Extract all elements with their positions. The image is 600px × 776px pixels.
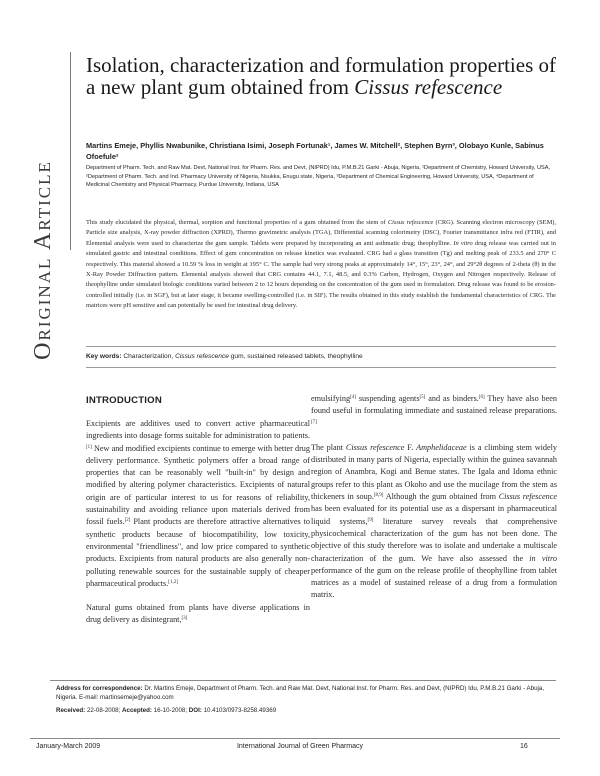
- accepted-label: Accepted:: [122, 707, 152, 714]
- received-label: Received:: [56, 707, 86, 714]
- affiliations: Department of Pharm. Tech. and Raw Mat. Devt, National Inst. for Pharm. Res. and Devt, (NIPRD) Idu, P.M.B.21 Garki - Abuja, Nigeria, ¹Department of Chemistry, Howard University, USA, ²Department of Pharm. Tech. and Ind. Pharmacy University of Nigeria, Nsukka, Enugu state, Nigeria, ³Department of Chemical Engineering, Howard University, USA, ⁴Department of Medicinal Chemistry and Physical Pharmacy, Purdue University, Indiana, USA: [86, 165, 551, 189]
- species-name: Cissus refescence: [345, 442, 405, 452]
- para-text: Plant products are therefore attractive alternatives to synthetic products because of biocompatibility, low toxicity, environmental "friendliness", and low price compared to synthetic products. Excipients from natural products are also generally non-polluting renewable sources for the sustainable supply of cheaper pharmaceutical products.: [86, 517, 310, 588]
- side-divider: [70, 52, 71, 250]
- section-heading-introduction: INTRODUCTION: [86, 395, 162, 406]
- keywords-text: Characterization,: [121, 353, 176, 360]
- footer-issue: January-March 2009: [36, 743, 101, 750]
- citation-link[interactable]: [1,2]: [168, 579, 178, 585]
- para-text: emulsifying: [311, 394, 351, 403]
- keywords-box: [86, 346, 556, 368]
- abstract-species: Cissus refescence: [387, 219, 434, 226]
- right-column: [311, 393, 557, 614]
- citation-link[interactable]: [9]: [367, 517, 374, 523]
- keywords: [86, 352, 556, 361]
- para-text: F.: [404, 442, 417, 452]
- left-column: [86, 418, 310, 639]
- citation-link[interactable]: [8,9]: [373, 493, 384, 499]
- received-date: 22-08-2008;: [85, 707, 123, 714]
- accepted-date: 16-10-2008;: [151, 707, 189, 714]
- para-text: literature survey reveals that comprehensive physicochemical characterization of the gum has not been done. The objective of this study therefore was to isolate and undertake a multiscale characterization of the gum. We have also assessed the: [311, 516, 557, 563]
- para-text: suspending agents: [355, 394, 420, 403]
- para-text: performance of the gum on the release profile of theophylline from tablet matrices as a model of sustained release of a drug from a formulation matrix.: [311, 565, 557, 600]
- para-text: Natural gums obtained from plants have diverse applications in drug delivery as disintegrant,: [86, 603, 310, 625]
- abstract: [86, 218, 556, 312]
- paragraph: [86, 602, 310, 627]
- citation-link[interactable]: [5]: [419, 395, 426, 400]
- title-italic: Cissus refescence: [354, 75, 503, 99]
- citation-link[interactable]: [6]: [478, 395, 485, 400]
- para-text: The plant: [311, 442, 346, 452]
- paragraph: [311, 442, 557, 602]
- species-name: Cissus refescence: [498, 492, 557, 502]
- abstract-text: This study elucidated the physical, thermal, sorption and functional properties of a gum obtained from the stem of: [86, 219, 388, 226]
- keywords-text: gum, sustained released tablets, theophylline: [228, 353, 363, 360]
- para-text: is a climbing stem widely distributed in many parts of Nigeria, especially within the guinea savannah region of Anambra, Kogi and Benue states. The Igala and Idoma ethnic groups refer to this plant as Okoho and use the mucilage from the stem as thickeners in soup.: [311, 442, 557, 502]
- keywords-species: Cissus refescence: [175, 353, 229, 360]
- correspondence-text: Dr. Martins Emeje, Department of Pharm. Tech. and Raw Mat. Devt, National Inst. for Pharm. Res. and Devt, (NIPRD) Idu, P.M.B.21 Garki - Abuja, Nigeria. E-mail: martinsemeje@yahoo.com: [56, 685, 545, 701]
- publication-dates: [56, 706, 556, 715]
- keywords-label: Key words:: [86, 353, 122, 360]
- para-text: and as binders.: [425, 394, 479, 403]
- footnote-divider: [50, 680, 556, 681]
- abstract-text: drug release was carried out in simulated gastric and intestinal conditions. Effect of gum concentration on release kinetics was evaluated. CRG had a glass transition (Tg) and melting peak of 233.5 and 270° C respectively. This material showed a 10.59 % loss in weight at 195° C. The sample had very strong peaks at approximately 14°, 15°, 23°, 24°, and 29°2θ degrees of 2-theta (θ) in the X-Ray Powder Diffraction pattern. Elemental analysis showed that CRG contains 44.1, 7.1, 48.5, and 0.3% Carbon, Hydrogen, Oxygen and Nitrogen respectively. Release of theophylline under simulated biologic conditions varied between 2 to 12 hours depending on the concentration of the gum used in formulation. Drug release was found to be erosion-controlled initially (i.e. in SGF), but at later stage, it became swelling-controlled (i.e. in SIF). The results obtained in this study establish the fundamental characteristics of CRG. The matrices were pH sensitive and can potentially be used for intestinal drug delivery.: [86, 239, 556, 310]
- article-title: [86, 54, 566, 98]
- abstract-text: (CRG). Scanning electron microscopy (SEM), Particle size analysis, X-ray powder diffraction (XPRD), Thermo gravimetric analysis (TGA), Differential scanning colorimetry (DSC), Fourier transmittance infra red (FTIR), and Elemental analysis were used to characterize the gum sample. Tablets were prepared by incorporating an anti asthmatic drug; theophylline.: [86, 219, 556, 247]
- article-type-label: Original Article: [30, 160, 56, 360]
- citation-link[interactable]: [7]: [311, 419, 317, 425]
- para-text: has been evaluated for its potential use as a dispersant in pharmaceutical liquid systems,: [311, 504, 557, 526]
- para-text: They have also been found useful in formulating immediate and sustained release preparations.: [311, 394, 558, 416]
- paragraph: [86, 418, 310, 590]
- para-text: New and modified excipients continue to emerge with better drug delivery performance. Synthetic polymers offer a broad range of properties that can be reasonably well "built-in" by design and modified by altering polymer characteristics. Excipients of natural origin are of particular interest to us for reasons of reliability, sustainability and avoiding reliance upon materials derived from fossil fuels.: [86, 443, 310, 527]
- para-text: Excipients are additives used to convert active pharmaceutical ingredients into dosage forms suitable for administration to patients.: [86, 419, 310, 441]
- page-number: 16: [520, 743, 528, 750]
- citation-link[interactable]: [1]: [86, 444, 92, 450]
- title-main: Isolation, characterization and formulation properties of a new plant gum obtained from: [86, 53, 556, 99]
- author-list: Martins Emeje, Phyllis Nwabunike, Christiana Isimi, Joseph Fortunak¹, James W. Mitchell², Stephen Byrn³, Olobayo Kunle, Sabinus Ofoefule²: [86, 141, 544, 161]
- doi-label: DOI:: [188, 707, 202, 714]
- citation-link[interactable]: [4]: [350, 395, 356, 400]
- correspondence-label: Address for correspondence:: [56, 685, 143, 692]
- para-text: Although the gum obtained from: [383, 492, 499, 502]
- footer-divider: [30, 738, 560, 739]
- footer-journal: International Journal of Green Pharmacy: [236, 743, 364, 750]
- paragraph: [311, 393, 557, 430]
- citation-link[interactable]: [2]: [124, 518, 131, 524]
- abstract-invitro: In vitro: [453, 239, 473, 247]
- doi-link[interactable]: 10.4103/0973-8258.49369: [201, 707, 277, 714]
- correspondence-address: [56, 684, 556, 702]
- in-vitro-term: in vitro: [529, 553, 557, 563]
- family-name: Amphelidaceae: [416, 442, 467, 452]
- citation-link[interactable]: [3]: [181, 616, 188, 622]
